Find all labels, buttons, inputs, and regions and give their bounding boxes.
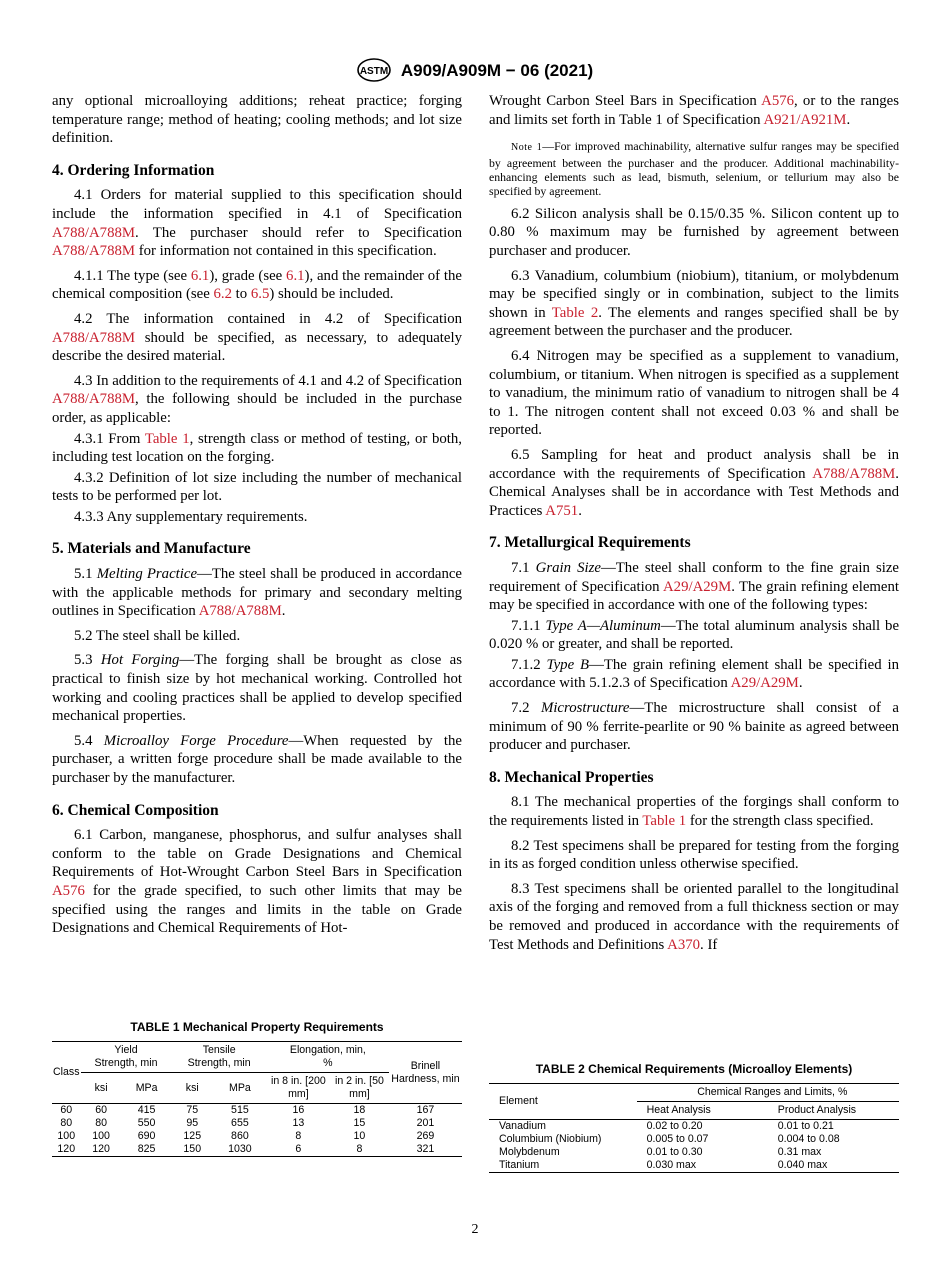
col-header-yield: Yield Strength, min — [81, 1042, 172, 1073]
italic-term: Melting Practice — [96, 566, 198, 583]
paragraph-7-1-1 — [489, 617, 899, 654]
section-8-heading: 8. Mechanical Properties — [489, 768, 654, 786]
paragraph-6-1-continued — [489, 92, 899, 129]
table-cell: Columbium (Niobium) — [499, 1133, 602, 1145]
paragraph-5-1 — [52, 565, 462, 621]
col-header-in8: in 8 in. [200 mm] — [270, 1075, 326, 1100]
text-run: , strength class or method of testing, or both, including test location on the forging. — [52, 430, 463, 466]
link-6-2[interactable]: 6.2 — [213, 286, 232, 303]
col-header-class: Class — [52, 1042, 81, 1104]
text-run: for the grade specified, to such other limits that may be specified using the ranges and limits in the table on Grade Designations and Chemical Requirements of Hot- — [52, 882, 462, 937]
text-run: . The elements and ranges specified shall be by agreement between the purchaser and the producer. — [489, 304, 899, 340]
table-cell: 15 — [353, 1117, 366, 1129]
table-row — [489, 1133, 899, 1146]
paragraph-7-2 — [489, 699, 899, 755]
section-4-heading: 4. Ordering Information — [52, 161, 215, 179]
section-5-heading: 5. Materials and Manufacture — [52, 540, 251, 558]
table-cell: 18 — [353, 1104, 366, 1116]
col-header-product: Product Analysis — [777, 1104, 857, 1116]
paragraph-8-3 — [489, 880, 899, 954]
text-run: —The grain refining element shall be specified in accordance with 5.1.2.3 of Specification — [489, 656, 899, 692]
text-run: 6.3 Vanadium, columbium (niobium), titanium, or molybdenum may be specified singly or in combination, subject to the limits shown in — [489, 267, 899, 321]
link-a576[interactable]: A576 — [761, 93, 795, 109]
col-header-elongation: Elongation, min, % — [267, 1042, 389, 1073]
text-run: . The grain refining element may be specified in accordance with one of the following types: — [489, 578, 899, 614]
paragraph-6-5 — [489, 446, 899, 520]
paragraph-4-1 — [52, 186, 462, 260]
table-cell: 321 — [416, 1143, 435, 1155]
table-cell: Titanium — [499, 1159, 540, 1171]
table-1 — [52, 1020, 462, 1157]
text-run: —The total aluminum analysis shall be 0.020 % or greater, and shall be reported. — [489, 617, 900, 653]
paragraph-6-4: 6.4 Nitrogen may be specified as a supplement to vanadium, columbium, or titanium. When nitrogen is specified as a supplement to vanadium, the minimum ratio of vanadium to nitrogen shall be 4 to 1. The nitrogen content shall not exceed 0.03 % and shall be reported. — [489, 347, 899, 439]
link-a788[interactable]: A788/A788M — [52, 224, 136, 241]
link-a788[interactable]: A788/A788M — [52, 391, 136, 408]
table-cell: 269 — [416, 1130, 435, 1142]
section-6-heading: 6. Chemical Composition — [52, 801, 219, 819]
table-cell: 8 — [356, 1143, 363, 1155]
table-cell: 201 — [416, 1117, 435, 1129]
paragraph-6-2: 6.2 Silicon analysis shall be 0.15/0.35 %. Silicon content up to 0.80 % maximum may be furnished by agreement between purchaser and producer. — [489, 205, 899, 259]
paragraph-4-1-1 — [52, 267, 462, 304]
col-header-heat: Heat Analysis — [646, 1104, 711, 1116]
italic-term: Grain Size — [535, 559, 601, 576]
table-2 — [489, 1062, 899, 1173]
text-run: . — [798, 675, 803, 692]
italic-term: Type A—Aluminum — [545, 617, 661, 634]
table-cell: 0.005 to 0.07 — [646, 1133, 709, 1145]
italic-term: Microstructure — [541, 700, 630, 717]
link-6-5[interactable]: 6.5 — [250, 286, 270, 303]
link-a370[interactable]: A370 — [667, 936, 701, 953]
text-run: Note 1 — [511, 142, 543, 154]
table-cell: 60 — [95, 1104, 107, 1116]
text-run: for information not contained in this specification. — [135, 243, 437, 260]
text-run: . — [578, 502, 582, 519]
text-run: 5.1 — [74, 566, 97, 583]
table-row — [489, 1146, 899, 1159]
col-header-element: Element — [489, 1084, 637, 1120]
link-a921[interactable]: A921/A921M — [763, 111, 847, 128]
paragraph-4-3 — [52, 372, 462, 428]
text-run: should be specified, as necessary, to adequately describe the desired material. — [52, 329, 462, 365]
table-cell: 100 — [92, 1130, 110, 1142]
table-2-title: TABLE 2 Chemical Requirements (Microalloy Elements) — [535, 1062, 853, 1076]
table-row — [489, 1159, 899, 1173]
text-run: —The steel shall be produced in accordance with the applicable methods for primary and secondary melting outlines in Specification — [52, 566, 463, 620]
table-cell: 1030 — [228, 1143, 252, 1155]
table-cell: 100 — [57, 1130, 76, 1142]
table-1-title: TABLE 1 Mechanical Property Requirements — [130, 1020, 384, 1034]
table-row — [52, 1143, 462, 1157]
text-run: to — [231, 286, 251, 303]
link-a29[interactable]: A29/A29M — [663, 578, 732, 595]
link-a751[interactable]: A751 — [545, 502, 579, 519]
table-cell: 0.004 to 0.08 — [777, 1133, 840, 1145]
text-run: —The steel shall conform to the fine grain size requirement of Specification — [489, 559, 900, 595]
link-a576[interactable]: A576 — [52, 882, 85, 899]
text-run: ), grade (see — [209, 267, 287, 284]
table-cell: 10 — [353, 1130, 366, 1142]
link-table-2[interactable]: Table 2 — [551, 304, 599, 321]
text-run: 5.3 — [74, 652, 101, 669]
text-run: , or to the ranges and limits set forth in Table 1 of Specification — [489, 93, 899, 128]
text-run: . Chemical Analyses shall be in accordance with Test Methods and Practices — [489, 465, 899, 519]
table-cell: 0.31 max — [777, 1146, 822, 1158]
text-run: 4.2 The information contained in 4.2 of Specification — [74, 310, 462, 327]
link-6-1[interactable]: 6.1 — [190, 267, 210, 284]
page-header — [0, 58, 950, 87]
left-column — [52, 92, 462, 944]
table-cell: 0.040 max — [777, 1159, 828, 1171]
paragraph-6-1 — [52, 826, 462, 938]
text-run: 7.1 — [511, 559, 536, 576]
table-cell: 655 — [231, 1117, 249, 1129]
paragraph-4-2 — [52, 310, 462, 366]
page-number: 2 — [471, 1222, 479, 1237]
right-column — [489, 92, 899, 960]
table-cell: 95 — [186, 1117, 199, 1129]
text-run: for the strength class specified. — [686, 813, 874, 830]
text-run: ) should be included. — [269, 286, 394, 303]
table-cell: 0.02 to 0.20 — [646, 1120, 703, 1132]
paragraph-5-3 — [52, 651, 462, 725]
text-run: . — [846, 111, 851, 128]
link-a29[interactable]: A29/A29M — [730, 675, 799, 692]
text-run: 7.2 — [511, 700, 541, 717]
table-row — [52, 1104, 462, 1118]
text-run: ), and the remainder of the chemical composition (see — [52, 267, 462, 303]
link-a788[interactable]: A788/A788M — [52, 329, 136, 346]
table-cell: 75 — [186, 1104, 199, 1116]
table-cell: 80 — [95, 1117, 107, 1129]
text-run: 6.1 Carbon, manganese, phosphorus, and sulfur analyses shall conform to the table on Grade Designations and Chemical Requirements of Hot-Wrought Carbon Steel Bars in Specification — [52, 827, 462, 881]
italic-term: Type B — [546, 656, 590, 673]
paragraph-4-3-2: 4.3.2 Definition of lot size including the number of mechanical tests to be performed per lot. — [52, 469, 462, 505]
note-1 — [489, 139, 899, 199]
text-run: 8.3 Test specimens shall be oriented parallel to the longitudinal axis of the forging and removed from a full thickness section or may be removed and produced in accordance with the requirements of Test Methods and Definitions — [489, 880, 899, 953]
text-run: 7.1.1 — [511, 617, 546, 634]
paragraph-5-4 — [52, 732, 462, 788]
text-run: . If — [700, 936, 718, 953]
astm-logo-icon — [357, 58, 391, 87]
col-header-ksi: ksi — [94, 1081, 108, 1094]
text-run: —The microstructure shall consist of a minimum of 90 % ferrite-pearlite or 90 % bainite as agreed between producer and purchaser. — [489, 700, 899, 754]
text-run: , the following should be included in the purchase order, as applicable: — [52, 391, 462, 426]
col-header-in2: in 2 in. [50 mm] — [334, 1075, 384, 1100]
paragraph-4-3-3: 4.3.3 Any supplementary requirements. — [74, 508, 308, 525]
table-cell: 150 — [183, 1143, 202, 1155]
text-run: Wrought Carbon Steel Bars in Specification — [489, 93, 762, 109]
table-2-grid — [489, 1083, 899, 1173]
col-header-brinell: Brinell Hardness, min — [389, 1042, 462, 1104]
section-7-heading: 7. Metallurgical Requirements — [489, 534, 691, 552]
link-table-1[interactable]: Table 1 — [642, 813, 687, 830]
table-cell: 0.01 to 0.21 — [777, 1120, 834, 1132]
paragraph-8-2: 8.2 Test specimens shall be prepared for testing from the forging in its as forged condition unless otherwise specified. — [489, 837, 899, 873]
italic-term: Microalloy Forge Procedure — [103, 732, 289, 749]
text-run: 8.1 The mechanical properties of the forgings shall conform to the requirements listed in — [489, 794, 899, 830]
text-run: . The purchaser should refer to Specification — [135, 224, 462, 241]
link-6-1[interactable]: 6.1 — [286, 267, 305, 284]
link-a788[interactable]: A788/A788M — [52, 243, 136, 260]
text-run: . — [281, 603, 286, 620]
col-header-mpa: MPa — [135, 1081, 158, 1094]
link-a788[interactable]: A788/A788M — [812, 465, 896, 482]
table-cell: Molybdenum — [499, 1146, 560, 1158]
document-designation: A909/A909M − 06 (2021) — [400, 61, 594, 80]
text-run: —The forging shall be brought as close as practical to finish size by hot mechanical working. Controlled hot working and cooling practices shall be applied to develop specified mechanical properties. — [52, 652, 462, 725]
text-run: 4.1 Orders for material supplied to this specification should include the information specified in 4.1 of Specification — [52, 187, 462, 222]
table-cell: 16 — [292, 1104, 305, 1116]
table-cell: 125 — [183, 1130, 202, 1142]
paragraph-7-1 — [489, 559, 899, 615]
text-run: 6.5 Sampling for heat and product analysis shall be in accordance with the requirements of Specification — [489, 446, 899, 482]
paragraph-5-2: 5.2 The steel shall be killed. — [74, 627, 241, 644]
text-run: 7.1.2 — [511, 656, 547, 673]
text-run: 4.3 In addition to the requirements of 4.1 and 4.2 of Specification — [74, 372, 462, 389]
text-run: —For improved machinability, alternative sulfur ranges may be specified by agreement between the purchaser and the producer. Additional machinability-enhancing elements such as lead, bismuth, selenium, or tellurium may also be specified by agreement. — [489, 139, 899, 199]
table-cell: 515 — [231, 1104, 249, 1116]
svg-text:ASTM: ASTM — [359, 66, 388, 77]
table-cell: 6 — [295, 1143, 302, 1155]
table-cell: 415 — [137, 1104, 156, 1116]
table-row — [52, 1117, 462, 1130]
table-cell: 550 — [137, 1117, 156, 1129]
table-cell: 860 — [231, 1130, 249, 1142]
table-1-grid — [52, 1041, 462, 1157]
col-header-ranges: Chemical Ranges and Limits, % — [637, 1084, 899, 1102]
table-cell: 13 — [292, 1117, 305, 1129]
text-run: —When requested by the purchaser, a written forge procedure shall be made available to the purchaser by the manufacturer. — [52, 732, 462, 786]
table-cell: 60 — [60, 1104, 73, 1116]
paragraph-4-3-1 — [52, 430, 462, 467]
col-header-mpa: MPa — [229, 1081, 251, 1094]
paragraph-8-1 — [489, 793, 899, 830]
table-cell: 0.030 max — [646, 1159, 697, 1171]
link-a788[interactable]: A788/A788M — [198, 603, 282, 620]
table-row — [52, 1130, 462, 1143]
table-cell: 120 — [92, 1143, 110, 1155]
paragraph-7-1-2 — [489, 656, 899, 693]
text-run: 5.4 — [74, 732, 104, 749]
italic-term: Hot Forging — [100, 652, 180, 669]
text-run: 4.1.1 The type (see — [74, 267, 191, 284]
table-cell: 8 — [295, 1130, 302, 1142]
paragraph-6-3 — [489, 267, 899, 341]
table-row — [489, 1120, 899, 1134]
table-cell: 167 — [416, 1104, 435, 1116]
table-cell: 120 — [57, 1143, 76, 1155]
col-header-tensile: Tensile Strength, min — [172, 1042, 267, 1073]
table-cell: 825 — [137, 1143, 156, 1155]
link-table-1[interactable]: Table 1 — [144, 430, 190, 447]
table-cell: Vanadium — [499, 1120, 546, 1132]
intro-paragraph: any optional microalloying additions; reheat practice; forging temperature range; method of heating; cooling methods; and lot size definition. — [52, 93, 462, 147]
text-run: 4.3.1 From — [74, 430, 145, 447]
table-cell: 0.01 to 0.30 — [646, 1146, 703, 1158]
col-header-ksi: ksi — [185, 1081, 199, 1094]
table-cell: 80 — [60, 1117, 73, 1129]
table-cell: 690 — [137, 1130, 156, 1142]
